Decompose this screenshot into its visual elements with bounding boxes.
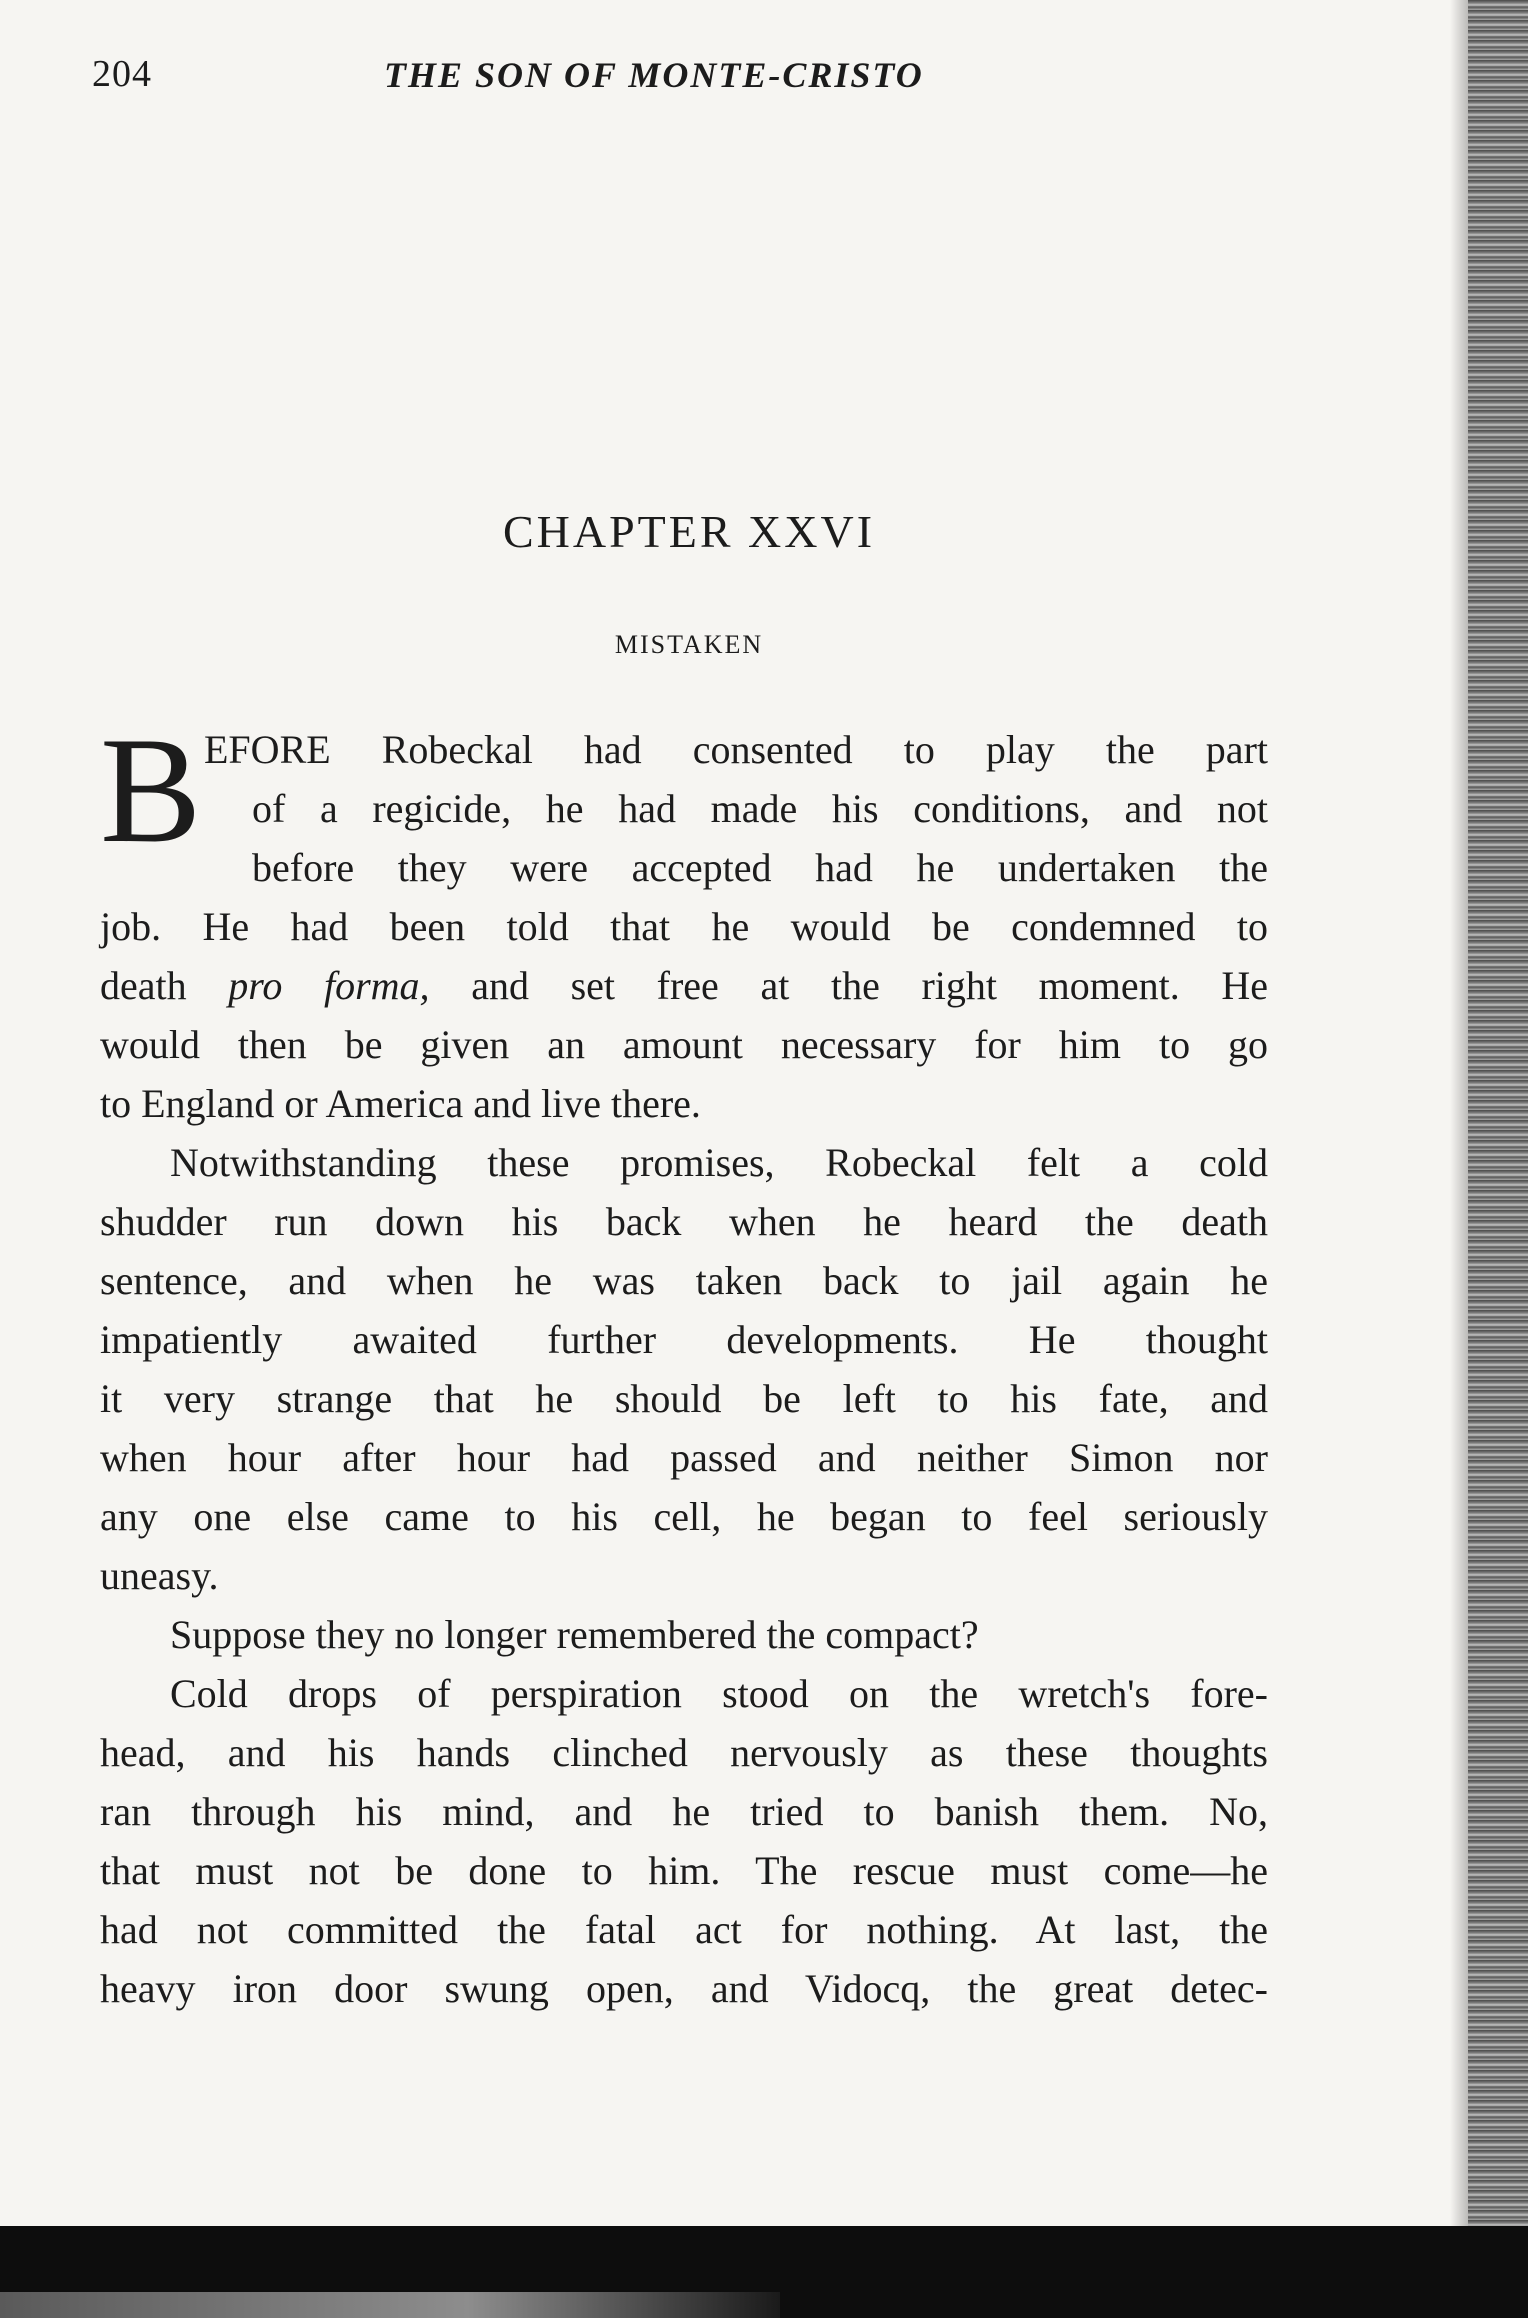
text-line: impatiently awaited further developments. He thought — [100, 1317, 1268, 1362]
chapter-heading: CHAPTER XXVI — [502, 506, 876, 557]
text-line: uneasy. — [100, 1553, 219, 1598]
text-line: when hour after hour had passed and neither Simon nor — [100, 1435, 1268, 1480]
text-line: any one else came to his cell, he began to feel seriously — [100, 1494, 1268, 1539]
chapter-subtitle: MISTAKEN — [614, 630, 764, 659]
text-fragment: death — [100, 963, 187, 1008]
text-line: job. He had been told that he would be condemned to — [100, 904, 1268, 949]
body-text — [100, 706, 1269, 2011]
running-head — [92, 52, 1272, 112]
text-line: head, and his hands clinched nervously as these thoughts — [100, 1730, 1268, 1775]
text-lines — [100, 897, 1268, 2018]
page-edge-right — [1468, 0, 1528, 2230]
text-line: shudder run down his back when he heard the death — [100, 1199, 1268, 1244]
text-line: had not committed the fatal act for nothing. At last, the — [100, 1907, 1268, 1952]
text-line-with-italic — [100, 956, 1268, 1015]
text-line: Suppose they no longer remembered the compact? — [170, 1612, 979, 1657]
page-edge-shadow — [1450, 0, 1468, 2230]
text-line: ran through his mind, and he tried to banish them. No, — [100, 1789, 1268, 1834]
scan-border-bottom-gray — [0, 2292, 780, 2318]
text-line: Cold drops of perspiration stood on the wretch's fore- — [170, 1671, 1268, 1716]
opening-paragraph-top — [100, 706, 1268, 897]
italic-phrase: pro forma, — [228, 963, 430, 1008]
text-line: EFORE Robeckal had consented to play the part — [204, 727, 1268, 772]
text-line: would then be given an amount necessary for him to go — [100, 1022, 1268, 1067]
text-line: to England or America and live there. — [100, 1081, 701, 1126]
text-line: sentence, and when he was taken back to jail again he — [100, 1258, 1268, 1303]
page-number: 204 — [92, 53, 152, 95]
text-line: before they were accepted had he undertaken the — [252, 845, 1268, 890]
drop-cap: B — [100, 706, 202, 874]
drop-cap-lines — [100, 720, 1268, 897]
text-line: of a regicide, he had made his conditions, and not — [252, 786, 1268, 831]
text-line: it very strange that he should be left to his fate, and — [100, 1376, 1268, 1421]
text-fragment: and set free at the right moment. He — [471, 963, 1269, 1008]
text-line: that must not be done to him. The rescue must come—he — [100, 1848, 1268, 1893]
text-line: Notwithstanding these promises, Robeckal felt a cold — [170, 1140, 1268, 1185]
text-line: heavy iron door swung open, and Vidocq, the great detec- — [100, 1966, 1268, 2011]
running-title: THE SON OF MONTE-CRISTO — [384, 55, 924, 95]
